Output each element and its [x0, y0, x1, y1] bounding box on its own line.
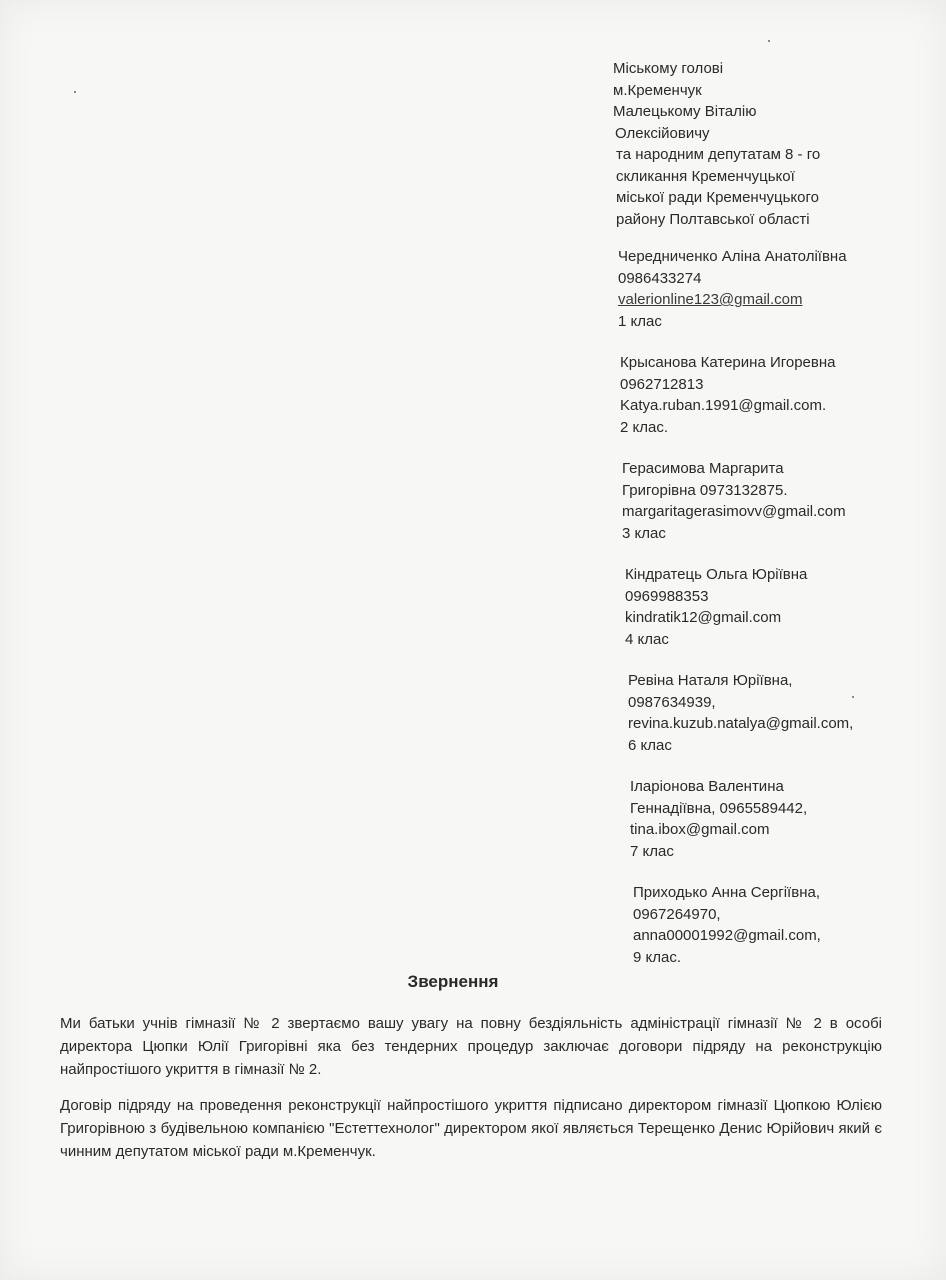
signer-name: Кіндратець Ольга Юріївна — [625, 566, 808, 583]
addressee-line: району Полтавської області — [616, 210, 810, 228]
signer-entry — [618, 352, 918, 438]
signer-phone: 0962712813 — [620, 375, 704, 393]
signer-name: Іларіонова Валентина — [630, 778, 784, 795]
addressee-line: м.Кременчук — [613, 81, 702, 99]
speck — [768, 40, 770, 42]
signer-class: 2 клас. — [620, 418, 669, 436]
signer-name: Приходько Анна Сергіївна, — [633, 884, 820, 901]
addressee-line: Міському голові — [613, 60, 724, 77]
document-body — [60, 1012, 882, 1176]
signer-email: tina.ibox@gmail.com — [630, 821, 770, 838]
signer-email: Katya.ruban.1991@gmail.com. — [620, 397, 827, 414]
addressee-line: Малецькому Віталію — [613, 103, 757, 120]
signer-email: kindratik12@gmail.com — [625, 609, 782, 626]
signer-phone: 0969988353 — [625, 587, 709, 605]
addressee-line: Олексійовичу — [615, 124, 710, 142]
signer-name: Ревіна Наталя Юріївна, — [628, 672, 793, 689]
body-paragraph: Ми батьки учнів гімназії № 2 звертаємо вашу увагу на повну бездіяльність адміністрації гімназії № 2 в особі директора Цюпки Юлії Григорівні яка без тендерних процедур заключає договори підряду на реконструкцію найпростішого укриття в гімназії № 2. — [60, 1015, 882, 1078]
speck — [74, 91, 76, 93]
signer-class: 6 клас — [628, 736, 672, 754]
signer-class: 3 клас — [622, 524, 666, 542]
signer-phone: Геннадіївна, 0965589442, — [630, 799, 808, 817]
document-title: Звернення — [407, 972, 499, 991]
signer-email: anna00001992@gmail.com, — [633, 927, 821, 944]
signer-entry — [618, 670, 918, 756]
signer-class: 1 клас — [618, 312, 662, 330]
signer-entry — [618, 882, 918, 968]
signer-phone: 0967264970, — [633, 905, 721, 923]
addressee-block — [613, 58, 913, 230]
signer-name: Герасимова Маргарита — [622, 460, 784, 477]
signer-class: 4 клас — [625, 630, 669, 648]
signer-class: 9 клас. — [633, 948, 682, 966]
signer-email: revina.kuzub.natalya@gmail.com, — [628, 715, 854, 732]
signer-entry — [618, 246, 918, 332]
signer-name: Крысанова Катерина Игоревна — [620, 354, 836, 371]
signer-email: valerionline123@gmail.com — [618, 291, 803, 308]
addressee-line: міської ради Кременчуцького — [616, 189, 819, 206]
signer-class: 7 клас — [630, 842, 674, 860]
signer-phone: 0987634939, — [628, 693, 716, 711]
signers-list — [618, 246, 918, 988]
addressee-line: та народним депутатам 8 - го — [616, 146, 821, 163]
signer-name: Чередниченко Аліна Анатоліївна — [618, 248, 847, 265]
signer-phone: 0986433274 — [618, 269, 702, 287]
signer-entry — [618, 564, 918, 650]
signer-entry — [618, 776, 918, 862]
addressee-line: скликання Кременчуцької — [616, 167, 795, 185]
signer-phone: Григорівна 0973132875. — [622, 481, 788, 499]
body-paragraph: Договір підряду на проведення реконструкції найпростішого укриття підписано директором гімназії Цюпкою Юлією Григорівною з будівельною компанією "Естеттехнолог" директором якої являється Терещенко Денис Юрійович який є чинним депутатом міської ради м.Кременчук. — [60, 1097, 882, 1160]
signer-email: margaritagerasimovv@gmail.com — [622, 503, 846, 520]
signer-entry — [618, 458, 918, 544]
